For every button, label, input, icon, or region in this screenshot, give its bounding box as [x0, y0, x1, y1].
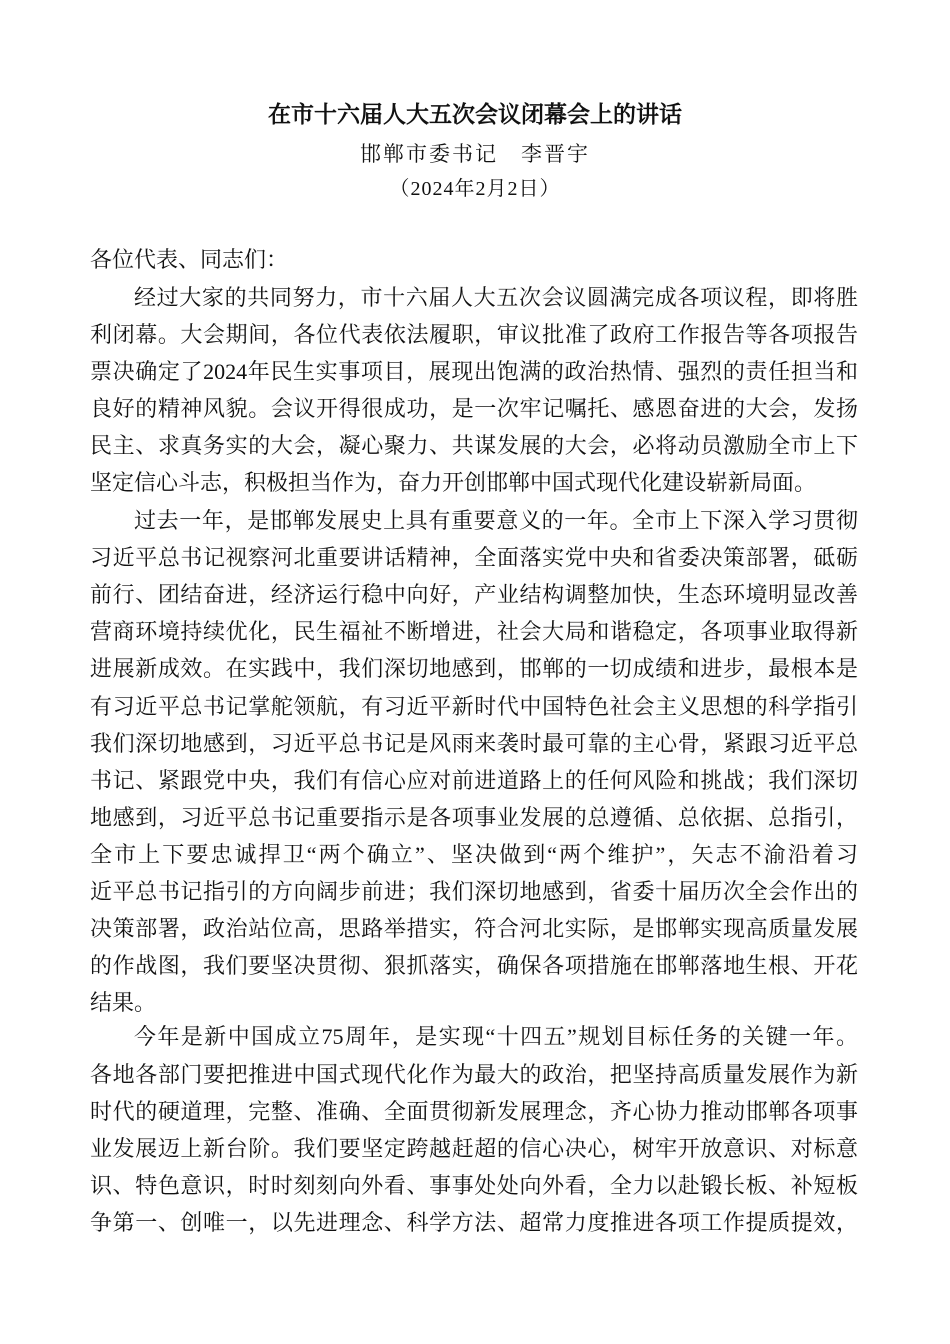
text-line: 良好的精神风貌。会议开得很成功，是一次牢记嘱托、感恩奋进的大会，发扬: [90, 396, 858, 421]
text-line: 今年是新中国成立75周年，是实现“十四五”规划目标任务的关键一年。: [134, 1024, 858, 1049]
text-line: 业发展迈上新台阶。我们要坚定跨越赶超的信心决心，树牢开放意识、对标意: [90, 1136, 858, 1161]
text-line: 经过大家的共同努力，市十六届人大五次会议圆满完成各项议程，即将胜: [134, 285, 858, 310]
text-line: 民主、求真务实的大会，凝心聚力、共谋发展的大会，必将动员激励全市上下: [90, 433, 858, 458]
text-line: 全市上下要忠诚捍卫“两个确立”、坚决做到“两个维护”，矢志不渝沿着习: [90, 842, 858, 867]
text-line: 时代的硬道理，完整、准确、全面贯彻新发展理念，齐心协力推动邯郸各项事: [90, 1099, 858, 1124]
text-line: 过去一年，是邯郸发展史上具有重要意义的一年。全市上下深入学习贯彻: [134, 508, 858, 533]
text-line: 习近平总书记视察河北重要讲话精神，全面落实党中央和省委决策部署，砥砺: [90, 545, 858, 570]
text-line: 近平总书记指引的方向阔步前进；我们深切地感到，省委十届历次全会作出的: [90, 879, 858, 904]
salutation: 各位代表、同志们：: [90, 247, 289, 272]
text-line: 利闭幕。大会期间，各位代表依法履职，审议批准了政府工作报告等各项报告: [90, 322, 858, 347]
text-line: 进展新成效。在实践中，我们深切地感到，邯郸的一切成绩和进步，最根本是: [90, 656, 858, 681]
text-line: 识、特色意识，时时刻刻向外看、事事处处向外看，全力以赴锻长板、补短板: [90, 1173, 858, 1198]
text-line: 争第一、创唯一，以先进理念、科学方法、超常力度推进各项工作提质提效，: [90, 1210, 858, 1235]
text-line: 决策部署，政治站位高，思路举措实，符合河北实际，是邯郸实现高质量发展: [90, 916, 858, 941]
text-line: 营商环境持续优化，民生福祉不断增进，社会大局和谐稳定，各项事业取得新: [90, 619, 858, 644]
text-line: 有习近平总书记掌舵领航，有习近平新时代中国特色社会主义思想的科学指引: [90, 694, 858, 719]
text-line: 前行、团结奋进，经济运行稳中向好，产业结构调整加快，生态环境明显改善: [90, 582, 858, 607]
text-line: 坚定信心斗志，积极担当作为，奋力开创邯郸中国式现代化建设崭新局面。: [90, 470, 817, 495]
document-title: 在市十六届人大五次会议闭幕会上的讲话: [268, 102, 682, 127]
text-line: 票决确定了2024年民生实事项目，展现出饱满的政治热情、强烈的责任担当和: [90, 359, 858, 384]
text-line: 书记、紧跟党中央，我们有信心应对前进道路上的任何风险和挑战；我们深切: [90, 768, 858, 793]
text-line: 的作战图，我们要坚决贯彻、狠抓落实，确保各项措施在邯郸落地生根、开花: [90, 953, 858, 978]
text-line: 我们深切地感到，习近平总书记是风雨来袭时最可靠的主心骨，紧跟习近平总: [90, 731, 858, 756]
text-line: 地感到，习近平总书记重要指示是各项事业发展的总遵循、总依据、总指引，: [90, 805, 858, 830]
text-line: 结果。: [90, 990, 157, 1015]
text-line: 各地各部门要把推进中国式现代化作为最大的政治，把坚持高质量发展作为新: [90, 1062, 858, 1087]
document-author: 邯郸市委书记 李晋宇: [360, 142, 590, 166]
document-date: （2024年2月2日）: [389, 178, 561, 200]
